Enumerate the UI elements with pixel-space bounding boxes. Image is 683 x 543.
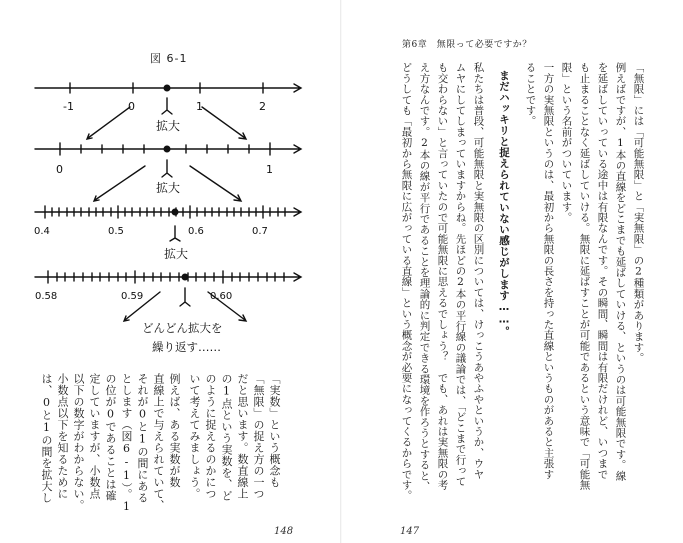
text-column: の1点という実数を、ど xyxy=(220,373,233,502)
running-head: 第6章 無限って必要ですか？ xyxy=(402,40,532,50)
section-heading: まだハッキリと捉えられていない感じがします……。 xyxy=(498,70,510,337)
zoom-label: 拡大 xyxy=(156,119,181,133)
text-column: 例えばですが、1本の直線をどこまでも延ばしていける、というのは可能無限です。線 xyxy=(614,62,627,481)
page-gutter xyxy=(340,0,342,543)
tick-label: 0.60 xyxy=(210,291,233,302)
text-column: ることです。 xyxy=(524,62,537,127)
tick-label: 2 xyxy=(259,100,266,113)
text-column: ムヤにしてしまっていますからね。先ほどの2本の平行線の議論では、「どこまで行って xyxy=(454,62,467,487)
page-number-right: 147 xyxy=(400,526,420,537)
zoom-label: 拡大 xyxy=(156,181,181,195)
text-column: 以下の数字がわからない。 xyxy=(72,373,85,511)
text-column: も止まることなく延ばしていける。無限に延ばすことが可能であるという意味で「可能無 xyxy=(578,62,591,490)
tick-label: 0.7 xyxy=(252,226,268,237)
text-column: 限」という名前がついています。 xyxy=(560,62,573,223)
text-column: を延ばしていっている途中は有限なんです。その瞬間、瞬間は有限だけれど、いつまで xyxy=(596,62,609,480)
figure-title: 図 6-1 xyxy=(150,52,188,65)
repeat-caption: 繰り返す…… xyxy=(152,340,221,354)
page-number-left: 148 xyxy=(274,526,294,537)
text-column: のように捉えるのかにつ xyxy=(204,373,217,500)
text-column: え方なんです。2本の線が平行であることを理論的に判定できる環境を作ろうとすると、 xyxy=(418,62,431,492)
text-column: どうしても「最初から無限に広がっている直線」という概念が必要になってくるからです。 xyxy=(400,62,413,501)
text-column: 直線上で与えられていて、 xyxy=(152,373,165,511)
tick-label: 1 xyxy=(196,100,203,113)
repeat-caption: どんどん拡大を xyxy=(142,321,223,335)
tick-label: 0.58 xyxy=(35,291,58,302)
number-line-figure xyxy=(30,70,310,355)
text-column: 「無限」の捉え方の一つ xyxy=(252,373,265,500)
tick-label: 0.4 xyxy=(34,226,50,237)
text-column: いて考えてみましょう。 xyxy=(188,373,201,500)
text-column: 一方の実無限というのは、最初から無限の長さを持った直線というものがあると主張す xyxy=(542,62,555,480)
text-column: 例えば、ある実数が数 xyxy=(168,373,181,488)
text-column: それが0と1の間にある xyxy=(136,373,149,504)
tick-label: 0 xyxy=(128,100,135,113)
zoom-label: 拡大 xyxy=(164,247,189,261)
tick-label: 0.6 xyxy=(188,226,204,237)
tick-label: 1 xyxy=(266,163,273,176)
text-column: だと思います。数直線上 xyxy=(236,373,249,500)
text-column: 「無限」には「可能無限」と「実無限」の2種類があります。 xyxy=(632,62,645,364)
tick-label: 0.5 xyxy=(108,226,124,237)
text-column: 定していますが、小数点 xyxy=(88,373,101,500)
text-column: とします（図6-1）。1 xyxy=(120,373,133,514)
text-column: 私たちは普段、可能無限と実無限の区別については、けっこうあやふやというか、ウヤ xyxy=(472,62,485,480)
tick-label: -1 xyxy=(63,100,74,113)
text-column: 「実数」という概念も xyxy=(268,373,281,488)
text-column: の位が0であることは確 xyxy=(104,373,117,502)
text-column: も交わらない」と言っていたので可能無限に思えるでしょう？ でも、あれは実無限の考 xyxy=(436,62,449,490)
tick-label: 0.59 xyxy=(121,291,144,302)
text-column: は、0と1の間を拡大し xyxy=(40,373,53,504)
text-column: 小数点以下を知るために xyxy=(56,373,69,500)
tick-label: 0 xyxy=(56,163,63,176)
